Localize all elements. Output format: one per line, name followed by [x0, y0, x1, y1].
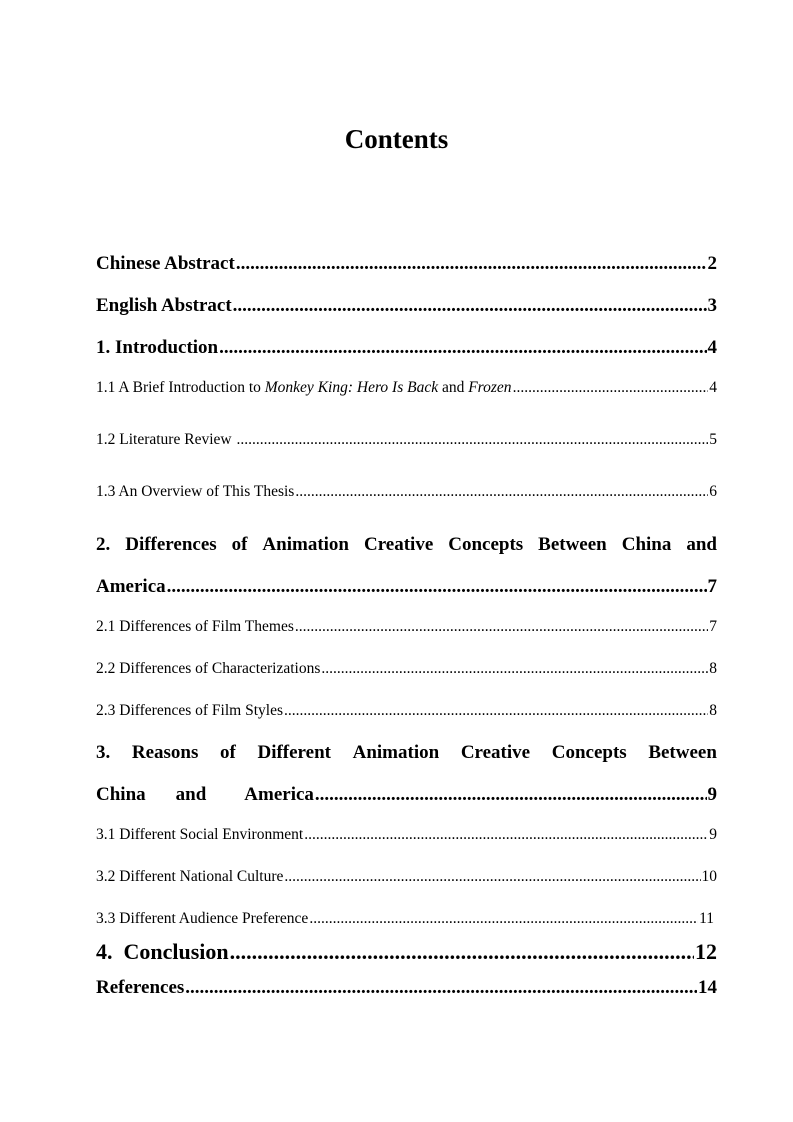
toc-word: Between	[538, 534, 607, 555]
dot-leader	[304, 825, 708, 845]
toc-word: of	[231, 534, 248, 555]
dot-leader	[284, 867, 700, 887]
toc-entry-label: 3.3 Different Audience Preference	[96, 910, 309, 927]
toc-entry-label: References	[96, 977, 185, 998]
toc-word: of	[220, 742, 236, 763]
toc-entry-chapter-3-line-2[interactable]	[96, 783, 717, 807]
toc-word: Reasons	[131, 742, 199, 763]
toc-entry-2-2[interactable]	[96, 659, 717, 679]
dot-leader	[315, 783, 707, 807]
toc-word: Animation	[262, 534, 349, 555]
toc-page-number: 7	[709, 618, 717, 635]
toc-entry-1-1[interactable]	[96, 378, 717, 398]
toc-page-number: 4	[709, 379, 717, 396]
toc-entry-chapter-2-line-2[interactable]	[96, 575, 717, 599]
toc-word: Between	[648, 742, 717, 763]
toc-entry-chapter-3-line-1[interactable]	[96, 741, 717, 765]
toc-word: Concepts	[448, 534, 524, 555]
toc-page-number: 5	[709, 431, 717, 448]
toc-entry-2-3[interactable]	[96, 701, 717, 721]
toc-entry-label: 3.2 Different National Culture	[96, 868, 284, 885]
toc-word: 3.	[96, 742, 111, 763]
toc-page-number: 11	[699, 910, 714, 927]
dot-leader	[233, 294, 707, 318]
toc-entry-chinese-abstract[interactable]	[96, 252, 717, 276]
toc-entry-label: 1.2 Literature Review	[96, 431, 236, 448]
toc-page-number: 4	[707, 337, 717, 358]
toc-entry-2-1[interactable]	[96, 617, 717, 637]
toc-page-number: 14	[698, 977, 717, 998]
toc-word: Concepts	[551, 742, 627, 763]
toc-entry-label: Chinese Abstract	[96, 253, 235, 274]
toc-entry-label: 2.2 Differences of Characterizations	[96, 660, 321, 677]
toc-page-number: 6	[709, 483, 717, 500]
dot-leader	[230, 939, 694, 965]
toc-entry-label: 2.1 Differences of Film Themes	[96, 618, 294, 635]
toc-entry-3-1[interactable]	[96, 825, 717, 845]
toc-entry-1-2[interactable]	[96, 430, 717, 450]
toc-word: China	[621, 534, 672, 555]
toc-entry-chapter-2-line-1[interactable]	[96, 533, 717, 557]
toc-entry-1-3[interactable]	[96, 482, 717, 502]
toc-entry-conclusion[interactable]	[96, 939, 717, 965]
toc-word: and	[175, 784, 207, 805]
page-title: Contents	[344, 124, 449, 154]
toc-word: 2.	[96, 534, 111, 555]
toc-entry-label: 3.1 Different Social Environment	[96, 826, 304, 843]
dot-leader	[295, 617, 708, 637]
toc-page-number: 3	[707, 295, 717, 316]
toc-entry-label: America	[96, 576, 166, 597]
toc-entry-3-2[interactable]	[96, 867, 717, 887]
toc-word: Different	[257, 742, 331, 763]
dot-leader	[321, 659, 708, 679]
toc-page-number: 9	[709, 826, 717, 843]
toc-entry-english-abstract[interactable]	[96, 294, 717, 318]
toc-entry-label: 1.3 An Overview of This Thesis	[96, 483, 295, 500]
toc-page-number: 2	[707, 253, 717, 274]
toc-page-number: 8	[709, 702, 717, 719]
dot-leader	[167, 575, 707, 599]
toc-word: Creative	[363, 534, 434, 555]
toc-word: Differences	[125, 534, 217, 555]
toc-entry-3-3[interactable]	[96, 909, 714, 929]
toc-entry-introduction[interactable]	[96, 336, 717, 360]
dot-leader	[236, 252, 707, 276]
toc-entry-label: 2.3 Differences of Film Styles	[96, 702, 283, 719]
toc-entry-label-prefix: 1.1 A Brief Introduction to	[96, 379, 265, 396]
toc-entry-label: 4. Conclusion	[96, 939, 229, 964]
dot-leader	[284, 701, 708, 721]
toc-page-number: 12	[695, 939, 717, 964]
toc-word: America	[244, 784, 314, 805]
toc-entry-label: English Abstract	[96, 295, 232, 316]
dot-leader	[295, 482, 708, 502]
toc-entry-label	[96, 378, 512, 398]
toc-word: Animation	[352, 742, 440, 763]
toc-page-number: 8	[709, 660, 717, 677]
toc-page-number: 9	[707, 784, 717, 805]
toc-entry-label-mid: and	[438, 379, 469, 396]
toc-entry-label	[96, 783, 314, 807]
toc-page-number: 7	[707, 576, 717, 597]
dot-leader	[236, 430, 708, 450]
toc-word: Creative	[460, 742, 531, 763]
dot-leader	[309, 909, 698, 929]
dot-leader	[185, 976, 697, 1000]
toc-page-number: 10	[701, 868, 717, 885]
toc-entry-references[interactable]	[96, 976, 717, 1000]
dot-leader	[219, 336, 706, 360]
film-title-monkey-king: Monkey King: Hero Is Back	[264, 379, 439, 396]
toc-word: China	[96, 784, 146, 805]
film-title-frozen: Frozen	[468, 379, 512, 396]
toc-word: and	[686, 534, 717, 555]
toc-entry-label: 1. Introduction	[96, 337, 219, 358]
dot-leader	[513, 378, 709, 398]
